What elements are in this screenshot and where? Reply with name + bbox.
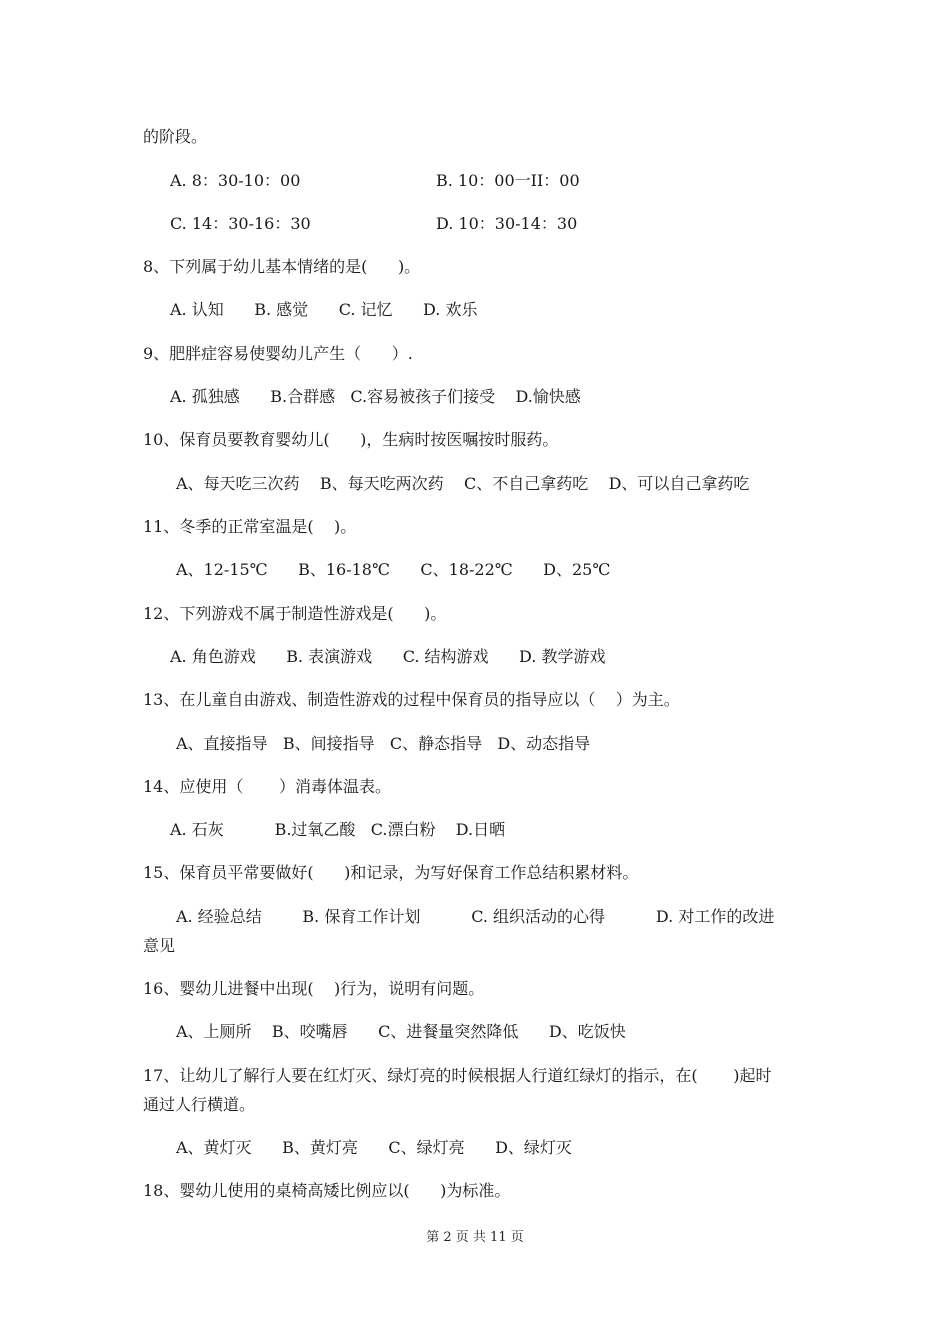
question-16-options: A、上厕所 B、咬嘴唇 C、进餐量突然降低 D、吃饭快 (176, 1022, 626, 1041)
question-10: 10、保育员要教育婴幼儿( )，生病时按医嘱按时服药。 (143, 430, 559, 449)
question-13: 13、在儿童自由游戏、制造性游戏的过程中保育员的指导应以（ ）为主。 (143, 690, 680, 709)
question-11-options: A、12-15℃ B、16-18℃ C、18-22℃ D、25℃ (176, 560, 611, 579)
question-18: 18、婴幼儿使用的桌椅高矮比例应以( )为标准。 (143, 1181, 511, 1200)
text-line: 的阶段。 (143, 127, 208, 146)
question-14: 14、应使用（ ）消毒体温表。 (143, 777, 391, 796)
page-footer: 第 2 页 共 11 页 (426, 1230, 524, 1245)
question-15-options-cont: 意见 (143, 936, 176, 955)
question-15: 15、保育员平常要做好( )和记录，为写好保育工作总结积累材料。 (143, 863, 639, 882)
question-17: 17、让幼儿了解行人要在红灯灭、绿灯亮的时候根据人行道红绿灯的指示，在( )起时 (143, 1066, 772, 1085)
question-17-cont: 通过人行横道。 (143, 1095, 256, 1114)
option-c: C. 14：30-16：30 (170, 214, 311, 233)
question-10-options: A、每天吃三次药 B、每天吃两次药 C、不自己拿药吃 D、可以自己拿药吃 (176, 474, 750, 493)
question-17-options: A、黄灯灭 B、黄灯亮 C、绿灯亮 D、绿灯灭 (176, 1138, 572, 1157)
question-9: 9、肥胖症容易使婴幼儿产生（ ）. (143, 344, 413, 363)
question-11: 11、冬季的正常室温是( )。 (143, 517, 357, 536)
question-8-options: A. 认知 B. 感觉 C. 记忆 D. 欢乐 (170, 300, 478, 319)
option-d: D. 10：30-14：30 (436, 214, 578, 233)
question-14-options: A. 石灰 B.过氧乙酸 C.漂白粉 D.日晒 (170, 820, 506, 839)
question-15-options: A. 经验总结 B. 保育工作计划 C. 组织活动的心得 D. 对工作的改进 (176, 907, 775, 926)
option-b: B. 10：00一II：00 (436, 171, 580, 190)
question-9-options: A. 孤独感 B.合群感 C.容易被孩子们接受 D.愉快感 (170, 387, 581, 406)
question-8: 8、下列属于幼儿基本情绪的是( )。 (143, 257, 421, 276)
question-12-options: A. 角色游戏 B. 表演游戏 C. 结构游戏 D. 教学游戏 (170, 647, 606, 666)
question-13-options: A、直接指导 B、间接指导 C、静态指导 D、动态指导 (176, 734, 591, 753)
option-a: A. 8：30-10：00 (170, 171, 301, 190)
question-12: 12、下列游戏不属于制造性游戏是( )。 (143, 604, 447, 623)
question-16: 16、婴幼儿进餐中出现( )行为，说明有问题。 (143, 979, 485, 998)
